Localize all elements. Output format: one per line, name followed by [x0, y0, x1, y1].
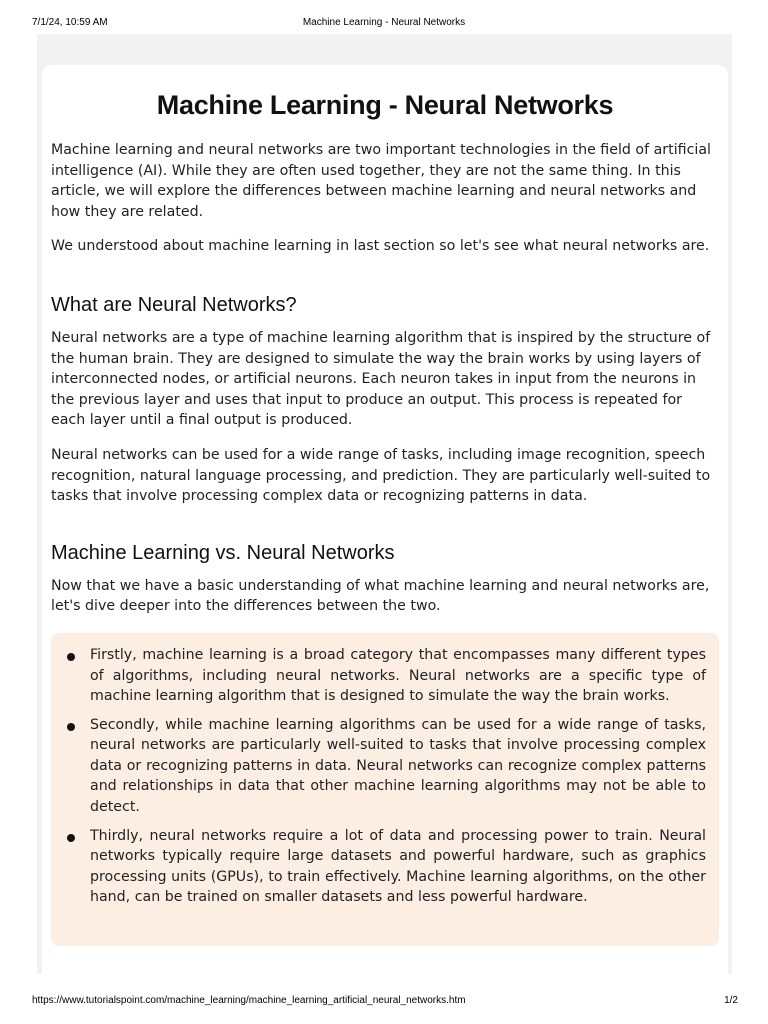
differences-note-box: [51, 633, 719, 946]
list-item-text: Thirdly, neural networks require a lot of data and processing power to train. Neural networks typically require large datasets and powerful hardware, such as graphics processing units (GPUs), to train effectively. Machine learning algorithms, on the other hand, can be trained on smaller datasets and less powerful hardware.: [90, 827, 706, 906]
print-url: https://www.tutorialspoint.com/machine_learning/machine_learning_artificial_neural_networks.htm: [32, 995, 466, 1006]
differences-list: [65, 645, 706, 908]
intro-paragraph-2: We understood about machine learning in last section so let's see what neural networks are.: [51, 238, 710, 255]
print-header: [32, 17, 736, 31]
section-heading-ml-vs-nn: Machine Learning vs. Neural Networks: [51, 541, 395, 564]
bullet-icon: [67, 834, 75, 842]
section-heading-neural-networks: What are Neural Networks?: [51, 293, 297, 316]
print-datetime: 7/1/24, 10:59 AM: [32, 17, 108, 28]
list-item: [65, 645, 706, 707]
list-item: [65, 715, 706, 818]
article-content: [51, 65, 719, 946]
bullet-icon: [67, 723, 75, 731]
list-item: [65, 826, 706, 908]
page-background: [37, 34, 732, 974]
list-item-text: Firstly, machine learning is a broad category that encompasses many different types of algorithms, including neural networks. Neural networks are a specific type of machine learning algorithm that is designed to simulate the way the brain works.: [90, 646, 706, 705]
bullet-icon: [67, 653, 75, 661]
article-title: Machine Learning - Neural Networks: [156, 90, 614, 120]
print-page-title: Machine Learning - Neural Networks: [302, 17, 466, 28]
print-footer: [32, 995, 738, 1009]
list-item-text: Secondly, while machine learning algorithms can be used for a wide range of tasks, neural networks are particularly well-suited to tasks that involve processing complex data or recognizing patterns in data. Neural networks can recognize complex patterns and relationships in data that other machine learning algorithms may not be able to detect.: [90, 716, 706, 816]
section-2-paragraph-1: Now that we have a basic understanding of what machine learning and neural networks are, let's dive deeper into the differences between the two.: [51, 577, 710, 615]
intro-paragraph-1: Machine learning and neural networks are two important technologies in the field of artificial intelligence (AI). While they are often used together, they are not the same thing. In this article, we will explore the differences between machine learning and neural networks and how they are related.: [51, 142, 711, 220]
section-1-paragraph-1: Neural networks are a type of machine learning algorithm that is inspired by the structure of the human brain. They are designed to simulate the way the brain works by using layers of interconnected nodes, or artificial neurons. Each neuron takes in input from the neurons in the previous layer and uses that input to produce an output. This process is repeated for each layer until a final output is produced.: [51, 329, 711, 429]
print-page-number: 1/2: [724, 995, 738, 1006]
section-1-paragraph-2: Neural networks can be used for a wide range of tasks, including image recognition, speech recognition, natural language processing, and prediction. They are particularly well-suited to tasks that involve processing complex data or recognizing patterns in data.: [51, 446, 711, 505]
article-card: [42, 65, 728, 974]
